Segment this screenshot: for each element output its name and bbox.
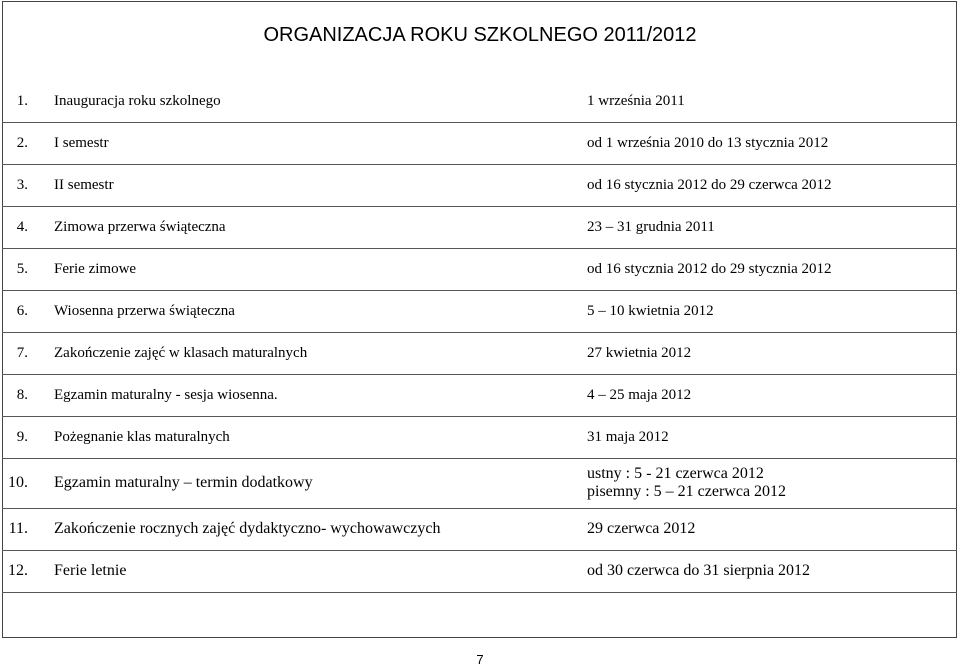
table-row [2, 458, 957, 508]
table-row [2, 290, 957, 332]
table-row [2, 80, 957, 122]
row-number: 2. [2, 122, 54, 164]
event-name: Zimowa przerwa świąteczna [54, 206, 582, 248]
page-title: ORGANIZACJA ROKU SZKOLNEGO 2011/2012 [263, 24, 697, 46]
table-row [2, 164, 957, 206]
schedule-table [2, 80, 957, 593]
row-number: 4. [2, 206, 54, 248]
table-row [2, 332, 957, 374]
event-date: 1 września 2011 [582, 80, 957, 122]
table-row [2, 508, 957, 550]
event-date: 23 – 31 grudnia 2011 [582, 206, 957, 248]
event-name: Wiosenna przerwa świąteczna [54, 290, 582, 332]
row-number: 11. [2, 508, 54, 550]
event-name: I semestr [54, 122, 582, 164]
row-number: 3. [2, 164, 54, 206]
row-number: 7. [2, 332, 54, 374]
table-row [2, 122, 957, 164]
event-date: od 16 stycznia 2012 do 29 stycznia 2012 [582, 248, 957, 290]
event-name: Ferie zimowe [54, 248, 582, 290]
event-name: Ferie letnie [54, 550, 582, 592]
event-date: od 30 czerwca do 31 sierpnia 2012 [582, 550, 957, 592]
table-row [2, 374, 957, 416]
event-name: II semestr [54, 164, 582, 206]
event-date: 4 – 25 maja 2012 [582, 374, 957, 416]
row-number: 6. [2, 290, 54, 332]
row-number: 10. [2, 458, 54, 508]
event-date [582, 458, 957, 508]
event-name: Zakończenie rocznych zajęć dydaktyczno- wychowawczych [54, 508, 582, 550]
event-name: Inauguracja roku szkolnego [54, 80, 582, 122]
event-date: 5 – 10 kwietnia 2012 [582, 290, 957, 332]
event-date: od 16 stycznia 2012 do 29 czerwca 2012 [582, 164, 957, 206]
table-row [2, 550, 957, 592]
event-name: Egzamin maturalny – termin dodatkowy [54, 458, 582, 508]
row-number: 1. [2, 80, 54, 122]
row-number: 8. [2, 374, 54, 416]
row-number: 5. [2, 248, 54, 290]
event-date-line: ustny : 5 - 21 czerwca 2012 [587, 465, 764, 482]
page-number: 7 [476, 652, 484, 667]
event-date: 31 maja 2012 [582, 416, 957, 458]
row-number: 9. [2, 416, 54, 458]
event-name: Pożegnanie klas maturalnych [54, 416, 582, 458]
event-date: 27 kwietnia 2012 [582, 332, 957, 374]
event-name: Egzamin maturalny - sesja wiosenna. [54, 374, 582, 416]
event-name: Zakończenie zajęć w klasach maturalnych [54, 332, 582, 374]
table-row [2, 416, 957, 458]
table-row [2, 206, 957, 248]
row-number: 12. [2, 550, 54, 592]
table-row [2, 248, 957, 290]
event-date: od 1 września 2010 do 13 stycznia 2012 [582, 122, 957, 164]
event-date: 29 czerwca 2012 [582, 508, 957, 550]
event-date-line: pisemny : 5 – 21 czerwca 2012 [587, 483, 787, 500]
